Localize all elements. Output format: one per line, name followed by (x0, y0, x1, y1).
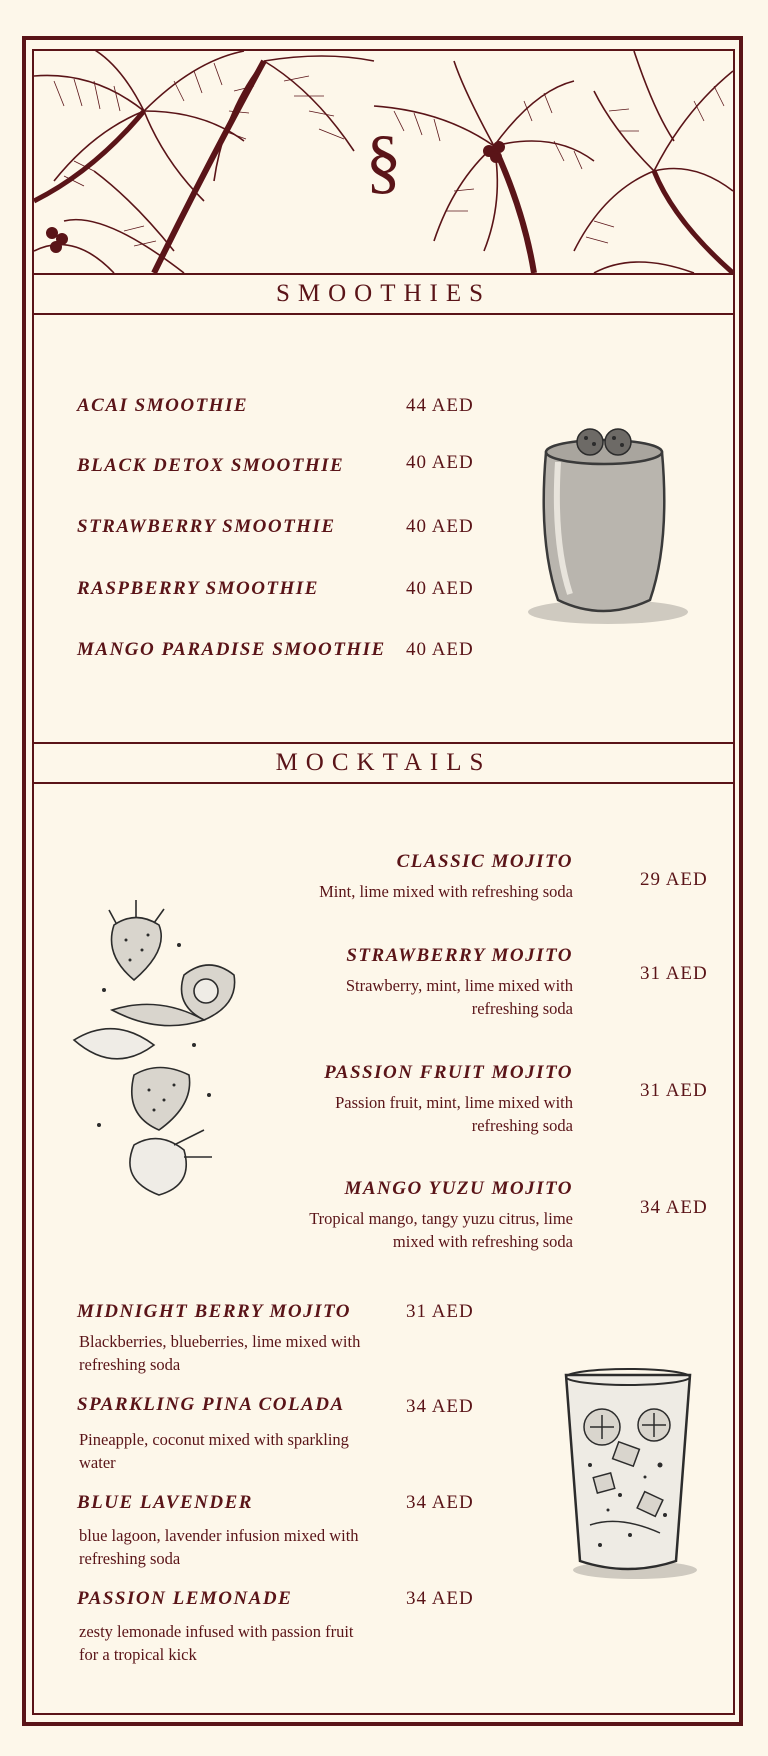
smoothie-item-name: RASPBERRY SMOOTHIE (77, 578, 319, 599)
mocktail-item-name: MIDNIGHT BERRY MOJITO (77, 1301, 351, 1322)
smoothie-cup-illustration (518, 422, 688, 636)
mocktail-item-price: 31 AED (406, 1301, 474, 1322)
smoothie-item-name: STRAWBERRY SMOOTHIE (77, 516, 336, 537)
smoothie-item-price: 40 AED (406, 578, 474, 599)
mocktail-item-desc: blue lagoon, lavender infusion mixed with refreshing soda (79, 1526, 359, 1568)
mocktail-item-name: STRAWBERRY MOJITO (346, 945, 573, 966)
mocktail-glass-illustration (560, 1365, 700, 1589)
mocktail-item-name: PASSION FRUIT MOJITO (324, 1062, 573, 1083)
mocktail-item-desc: Blackberries, blueberries, lime mixed with refreshing soda (79, 1332, 361, 1374)
smoothies-title: SMOOTHIES (275, 280, 492, 307)
mocktail-item-price: 31 AED (640, 1080, 708, 1101)
smoothie-item-price: 40 AED (406, 452, 474, 473)
mocktail-item-name: BLUE LAVENDER (77, 1492, 253, 1513)
mocktail-item-desc: Strawberry, mint, lime mixed with refreshing soda (345, 976, 573, 1018)
logo: § (365, 121, 402, 201)
mocktail-item-name: SPARKLING PINA COLADA (77, 1394, 345, 1415)
smoothie-item-name: BLACK DETOX SMOOTHIE (77, 455, 345, 476)
mocktail-item-name: PASSION LEMONADE (77, 1588, 293, 1609)
mocktail-item-price: 34 AED (640, 1197, 708, 1218)
mocktail-item-desc: Tropical mango, tangy yuzu citrus, lime mixed with refreshing soda (309, 1209, 573, 1251)
mocktail-item-desc: Mint, lime mixed with refreshing soda (319, 882, 573, 901)
mocktail-item-desc: Pineapple, coconut mixed with sparkling water (79, 1430, 349, 1472)
mocktail-item-desc: Passion fruit, mint, lime mixed with refreshing soda (335, 1093, 573, 1135)
strawberries-illustration (64, 895, 274, 1224)
mocktail-item-desc: zesty lemonade infused with passion fruit for a tropical kick (79, 1622, 354, 1664)
mocktail-item-price: 34 AED (406, 1588, 474, 1609)
smoothie-item-price: 40 AED (406, 516, 474, 537)
mocktail-item-price: 31 AED (640, 963, 708, 984)
smoothie-item-name: ACAI SMOOTHIE (77, 395, 249, 416)
mocktail-item-name: CLASSIC MOJITO (396, 851, 573, 872)
mocktail-item-price: 34 AED (406, 1396, 474, 1417)
strawberries-icon (64, 895, 274, 1220)
mocktails-header (34, 742, 733, 784)
smoothie-item-name: MANGO PARADISE SMOOTHIE (77, 639, 386, 660)
mocktail-item-price: 29 AED (640, 869, 708, 890)
smoothie-item-price: 44 AED (406, 395, 474, 416)
smoothie-cup-icon (518, 422, 688, 632)
smoothies-header (34, 273, 733, 315)
palm-trees-illustration (34, 51, 733, 273)
mocktails-title: MOCKTAILS (275, 749, 492, 776)
mocktail-item-price: 34 AED (406, 1492, 474, 1513)
smoothie-item-price: 40 AED (406, 639, 474, 660)
mocktail-glass-icon (560, 1365, 700, 1585)
mocktail-item-name: MANGO YUZU MOJITO (344, 1178, 573, 1199)
